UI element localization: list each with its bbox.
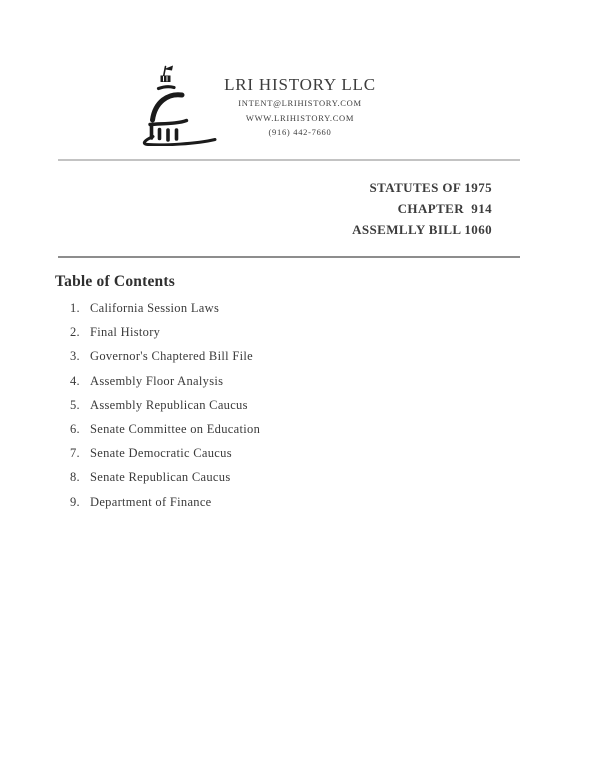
toc-item-5 bbox=[70, 398, 260, 422]
toc-item-label: Senate Republican Caucus bbox=[90, 470, 231, 485]
toc-item-label: Assembly Republican Caucus bbox=[90, 397, 248, 412]
toc-heading: Table of Contents bbox=[55, 273, 175, 290]
toc-item-8 bbox=[70, 470, 260, 494]
statutes-line: STATUTES OF 1975 bbox=[369, 180, 492, 195]
company-phone: (916) 442-7660 bbox=[268, 127, 332, 137]
company-website: WWW.LRIHISTORY.COM bbox=[245, 112, 355, 123]
toc-item-number: 2. bbox=[70, 325, 80, 340]
toc-item-3 bbox=[70, 349, 260, 373]
toc-item-label: Senate Committee on Education bbox=[90, 421, 261, 436]
toc-item-number: 4. bbox=[70, 373, 80, 388]
toc-item-7 bbox=[70, 446, 260, 470]
toc-item-number: 9. bbox=[70, 494, 80, 509]
logo-cupola bbox=[161, 76, 171, 83]
toc-item-number: 1. bbox=[70, 301, 80, 315]
toc-item-label: Department of Finance bbox=[90, 494, 212, 509]
reference-divider bbox=[58, 256, 520, 258]
toc-item-label: Governor's Chaptered Bill File bbox=[90, 349, 253, 364]
toc-item-label: Final History bbox=[90, 325, 161, 340]
company-name: LRI HISTORY LLC bbox=[224, 75, 376, 94]
bill-line: ASSEMLLY BILL 1060 bbox=[352, 222, 492, 237]
toc-item-6 bbox=[70, 422, 260, 446]
chapter-line: CHAPTER 914 bbox=[397, 201, 492, 216]
company-header bbox=[175, 74, 425, 140]
toc-item-number: 8. bbox=[70, 470, 80, 485]
toc-item-number: 6. bbox=[70, 421, 80, 436]
statute-reference bbox=[352, 177, 492, 240]
toc-list bbox=[70, 301, 260, 519]
header-divider bbox=[58, 159, 520, 161]
company-email: INTENT@LRIHISTORY.COM bbox=[238, 98, 362, 108]
toc-item-2 bbox=[70, 325, 260, 349]
toc-item-label: Senate Democratic Caucus bbox=[90, 446, 232, 461]
toc-item-4 bbox=[70, 374, 260, 398]
toc-item-number: 7. bbox=[70, 446, 80, 461]
toc-item-label: Assembly Floor Analysis bbox=[90, 373, 224, 388]
logo-dome-top bbox=[159, 87, 175, 89]
toc-item-number: 3. bbox=[70, 349, 80, 364]
toc-item-number: 5. bbox=[70, 397, 80, 412]
toc-item-9 bbox=[70, 495, 260, 519]
toc-item-label: California Session Laws bbox=[90, 301, 220, 315]
toc-item-1 bbox=[70, 301, 260, 325]
logo-flagpole bbox=[164, 67, 166, 78]
logo-flag bbox=[166, 66, 174, 71]
